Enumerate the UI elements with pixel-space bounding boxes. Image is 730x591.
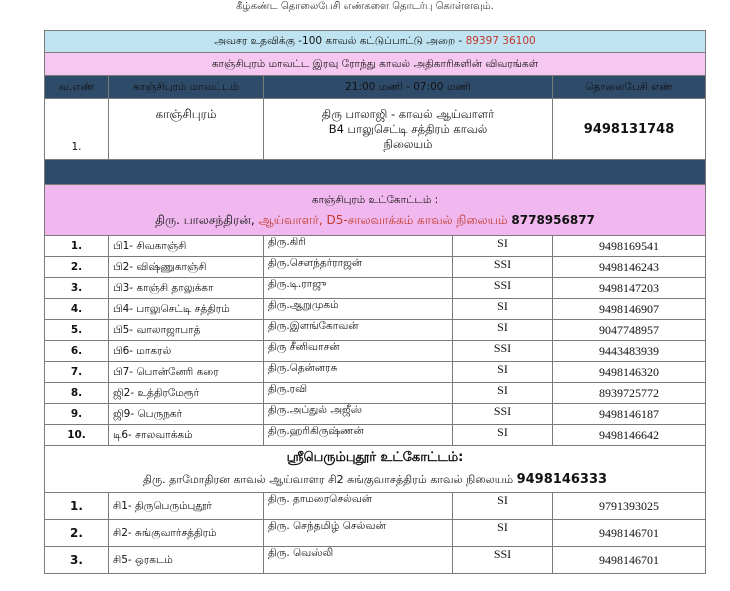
row-station: பி2- விஷ்ணுகாஞ்சி bbox=[109, 257, 264, 278]
row-sno: 7. bbox=[45, 362, 109, 383]
row-officer: திரு. தாமரைசெல்வன் bbox=[264, 493, 453, 519]
row-officer: திரு.கிரி bbox=[264, 236, 453, 256]
row-rank: SI bbox=[497, 320, 508, 334]
row-phone: 9791393025 bbox=[553, 493, 706, 520]
table-title: காஞ்சிபுரம் மாவட்ட இரவு ரோந்து காவல் அதிகாரிகளின் விவரங்கள் bbox=[45, 53, 706, 76]
row-rank: SI bbox=[497, 520, 508, 534]
district-officer-line1: திரு பாலாஜி - காவல் ஆய்வாளர் bbox=[321, 106, 495, 121]
row-rank: SSI bbox=[493, 257, 512, 271]
subdivision-2-heading: ஸ்ரீபெரும்புதூர் உட்கோட்டம்: bbox=[286, 450, 464, 465]
row-officer-cell bbox=[264, 320, 553, 341]
row-station: பி6- மாகரல் bbox=[109, 341, 264, 362]
row-station: ஜி9- பெருநகர் bbox=[109, 404, 264, 425]
row-phone: 9498169541 bbox=[553, 236, 706, 257]
subdivision-2-row bbox=[45, 446, 706, 493]
row-phone: 9498146243 bbox=[553, 257, 706, 278]
table-row bbox=[45, 278, 706, 299]
subdivision-2-officer bbox=[49, 469, 701, 491]
row-officer: திரு.அப்துல் அஜீஸ் bbox=[264, 404, 453, 424]
subdivision-2-phone: 9498146333 bbox=[516, 472, 608, 487]
row-officer: திரு சீனிவாசன் bbox=[264, 341, 453, 361]
row-rank: SSI bbox=[493, 547, 512, 561]
district-sno: 1. bbox=[45, 99, 109, 160]
subdivision-1-station: D5-சாலவாக்கம் காவல் நிலையம் bbox=[326, 213, 508, 227]
row-officer: திரு.டி.ராஜு bbox=[264, 278, 453, 298]
header-row bbox=[45, 76, 706, 99]
subdivision-1-officer bbox=[49, 210, 701, 230]
table-row bbox=[45, 341, 706, 362]
row-sno: 10. bbox=[45, 425, 109, 446]
row-station: சி5- ஒரகடம் bbox=[109, 547, 264, 574]
row-phone: 9047748957 bbox=[553, 320, 706, 341]
row-rank: SI bbox=[497, 299, 508, 313]
table-row bbox=[45, 425, 706, 446]
row-station: ஜி2- உத்திரமேரூர் bbox=[109, 383, 264, 404]
row-officer-cell bbox=[264, 383, 553, 404]
row-officer-cell bbox=[264, 257, 553, 278]
row-station: பி3- காஞ்சி தாலுக்கா bbox=[109, 278, 264, 299]
separator-row bbox=[45, 160, 706, 185]
row-sno: 1. bbox=[45, 493, 109, 520]
row-sno: 3. bbox=[45, 278, 109, 299]
row-officer-cell bbox=[264, 362, 553, 383]
row-rank: SSI bbox=[493, 341, 512, 355]
row-station: பி7- பொன்னேரி கரை bbox=[109, 362, 264, 383]
row-phone: 9498146907 bbox=[553, 299, 706, 320]
district-officer-line2: B4 பாலுசெட்டி சத்திரம் காவல் bbox=[328, 121, 488, 136]
district-name: காஞ்சிபுரம் bbox=[109, 99, 264, 160]
row-officer-cell bbox=[264, 520, 553, 547]
district-phone: 9498131748 bbox=[553, 99, 706, 160]
row-sno: 2. bbox=[45, 520, 109, 547]
header-time: 21:00 மணி - 07:00 மணி bbox=[264, 76, 553, 99]
row-rank: SSI bbox=[493, 404, 512, 418]
subdivision-1-officer-name: திரு. பாலசந்திரன், bbox=[155, 213, 255, 227]
row-officer-cell bbox=[264, 236, 553, 257]
row-phone: 9498146701 bbox=[553, 520, 706, 547]
subdivision-1-officer-role: ஆய்வாளர், bbox=[258, 213, 323, 227]
row-officer: திரு. செந்தமிழ் செல்வன் bbox=[264, 520, 453, 546]
row-station: பி4- பாலுசெட்டி சத்திரம் bbox=[109, 299, 264, 320]
row-station: டி6- சாலவாக்கம் bbox=[109, 425, 264, 446]
subdivision-1-row bbox=[45, 185, 706, 236]
row-officer-cell bbox=[264, 404, 553, 425]
table-row bbox=[45, 493, 706, 520]
table-row bbox=[45, 257, 706, 278]
emergency-label: அவசர உதவிக்கு -100 காவல் கட்டுப்பாட்டு அறை - bbox=[214, 35, 463, 47]
row-officer-cell bbox=[264, 493, 553, 520]
row-sno: 3. bbox=[45, 547, 109, 574]
district-row bbox=[45, 99, 706, 160]
row-sno: 2. bbox=[45, 257, 109, 278]
subdivision-1-phone: 8778956877 bbox=[511, 213, 595, 227]
row-phone: 9443483939 bbox=[553, 341, 706, 362]
row-phone: 9498146320 bbox=[553, 362, 706, 383]
officers-table bbox=[44, 30, 706, 574]
row-phone: 9498146701 bbox=[553, 547, 706, 574]
row-rank: SI bbox=[497, 425, 508, 439]
row-phone: 9498146642 bbox=[553, 425, 706, 446]
table-row bbox=[45, 299, 706, 320]
row-officer-cell bbox=[264, 299, 553, 320]
subdivision-2-rows bbox=[45, 493, 706, 574]
row-officer: திரு.ஆறுமுகம் bbox=[264, 299, 453, 319]
table-row bbox=[45, 547, 706, 574]
row-phone: 8939725772 bbox=[553, 383, 706, 404]
district-officer bbox=[264, 99, 553, 160]
row-officer-cell bbox=[264, 547, 553, 574]
emergency-phone: 89397 36100 bbox=[465, 35, 536, 47]
row-station: சி1- திருபெரும்புதூர் bbox=[109, 493, 264, 520]
header-phone: தொலைபேசி எண் bbox=[553, 76, 706, 99]
row-officer: திரு. வெஸ்லி bbox=[264, 547, 453, 573]
table-title-row bbox=[45, 53, 706, 76]
row-officer: திரு.ஹரிகிருஷ்ணன் bbox=[264, 425, 453, 445]
header-sno: வ.எண் bbox=[45, 76, 109, 99]
table-row bbox=[45, 383, 706, 404]
row-station: பி5- வாலாஜாபாத் bbox=[109, 320, 264, 341]
row-station: பி1- சிவகாஞ்சி bbox=[109, 236, 264, 257]
row-officer: திரு.ரவி bbox=[264, 383, 453, 403]
table-row bbox=[45, 520, 706, 547]
row-officer: திரு.இளங்கோவன் bbox=[264, 320, 453, 340]
district-officer-line3: நிலையம் bbox=[383, 136, 433, 151]
table-row bbox=[45, 236, 706, 257]
emergency-row bbox=[45, 31, 706, 53]
top-note: கீழ்கண்ட தொலைபேசி எண்களை தொடர்பு கொள்ளவும். bbox=[236, 1, 494, 12]
row-phone: 9498146187 bbox=[553, 404, 706, 425]
subdivision-1-rows bbox=[45, 236, 706, 446]
row-rank: SI bbox=[497, 383, 508, 397]
table-row bbox=[45, 362, 706, 383]
row-rank: SSI bbox=[493, 278, 512, 292]
row-phone: 9498147203 bbox=[553, 278, 706, 299]
row-rank: SI bbox=[497, 236, 508, 250]
row-officer-cell bbox=[264, 425, 553, 446]
subdivision-2-officer-text: திரு. தாமோதிரன காவல் ஆய்வாளர சி2 சுங்குவாசத்திரம் காவல் நிலையம் bbox=[142, 473, 514, 486]
row-sno: 5. bbox=[45, 320, 109, 341]
row-sno: 9. bbox=[45, 404, 109, 425]
row-rank: SI bbox=[497, 362, 508, 376]
table-row bbox=[45, 404, 706, 425]
row-officer: திரு.தென்னரசு bbox=[264, 362, 453, 382]
row-sno: 8. bbox=[45, 383, 109, 404]
row-sno: 6. bbox=[45, 341, 109, 362]
header-district: காஞ்சிபுரம் மாவட்டம் bbox=[109, 76, 264, 99]
row-rank: SI bbox=[497, 493, 508, 507]
row-officer-cell bbox=[264, 341, 553, 362]
row-station: சி2- சுங்குவார்சத்திரம் bbox=[109, 520, 264, 547]
row-officer: திரு.சௌந்தர்ராஜன் bbox=[264, 257, 453, 277]
subdivision-1-heading: காஞ்சிபுரம் உட்கோட்டம் : bbox=[311, 194, 439, 206]
row-officer-cell bbox=[264, 278, 553, 299]
row-sno: 1. bbox=[45, 236, 109, 257]
table-row bbox=[45, 320, 706, 341]
row-sno: 4. bbox=[45, 299, 109, 320]
